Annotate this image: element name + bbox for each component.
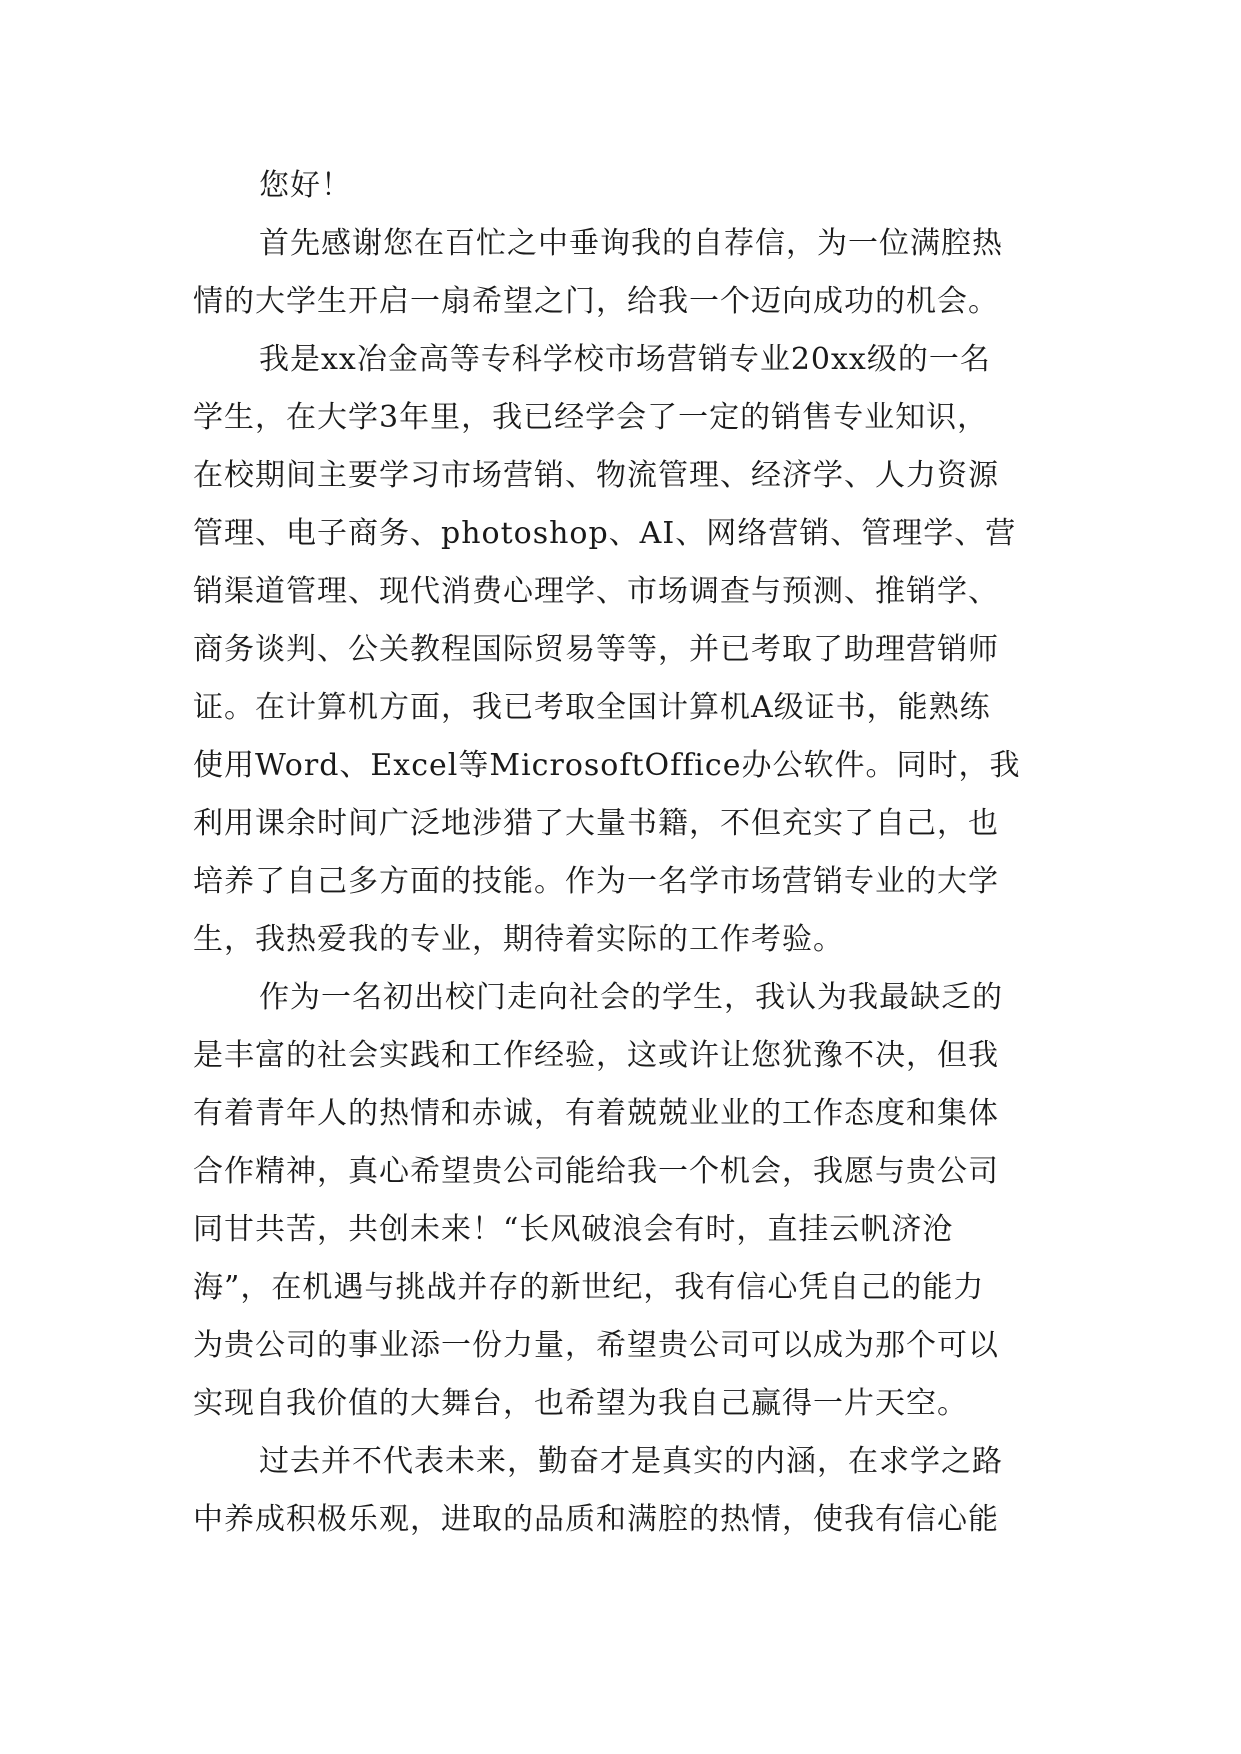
text-line: 销渠道管理、现代消费心理学、市场调查与预测、推销学、: [193, 574, 999, 609]
text-line: 是丰富的社会实践和工作经验，这或许让您犹豫不决，但我: [193, 1038, 999, 1073]
text-line: 有着青年人的热情和赤诚，有着兢兢业业的工作态度和集体: [193, 1096, 999, 1131]
text-line: 海”，在机遇与挑战并存的新世纪，我有信心凭自己的能力: [193, 1270, 985, 1305]
text-line: 过去并不代表未来，勤奋才是真实的内涵，在求学之路: [259, 1444, 1003, 1479]
text-line: 情的大学生开启一扇希望之门，给我一个迈向成功的机会。: [193, 284, 999, 319]
text-line: 同甘共苦，共创未来！“长风破浪会有时，直挂云帆济沧: [193, 1212, 954, 1247]
text-line: 利用课余时间广泛地涉猎了大量书籍，不但充实了自己，也: [193, 806, 999, 841]
text-line: 合作精神，真心希望贵公司能给我一个机会，我愿与贵公司: [193, 1154, 999, 1189]
text-line: 作为一名初出校门走向社会的学生，我认为我最缺乏的: [259, 980, 1003, 1015]
text-line: 使用Word、Excel等MicrosoftOffice办公软件。同时，我: [193, 748, 1021, 783]
text-line: 学生，在大学3年里，我已经学会了一定的销售专业知识，: [193, 400, 989, 435]
text-line: 为贵公司的事业添一份力量，希望贵公司可以成为那个可以: [193, 1328, 999, 1363]
text-line: 管理、电子商务、photoshop、AI、网络营销、管理学、营: [193, 516, 1017, 551]
text-line: 实现自我价值的大舞台，也希望为我自己赢得一片天空。: [193, 1386, 968, 1421]
text-line: 我是xx冶金高等专科学校市场营销专业20xx级的一名: [259, 342, 991, 377]
text-line: 培养了自己多方面的技能。作为一名学市场营销专业的大学: [193, 864, 999, 899]
text-line: 首先感谢您在百忙之中垂询我的自荐信，为一位满腔热: [259, 226, 1003, 261]
text-line: 证。在计算机方面，我已考取全国计算机A级证书，能熟练: [193, 690, 991, 725]
text-line: 商务谈判、公关教程国际贸易等等，并已考取了助理营销师: [193, 632, 999, 667]
text-line: 在校期间主要学习市场营销、物流管理、经济学、人力资源: [193, 458, 999, 493]
text-line: 生，我热爱我的专业，期待着实际的工作考验。: [193, 922, 844, 957]
text-line: 中养成积极乐观，进取的品质和满腔的热情，使我有信心能: [193, 1502, 999, 1537]
greeting-line: 您好！: [259, 168, 352, 203]
